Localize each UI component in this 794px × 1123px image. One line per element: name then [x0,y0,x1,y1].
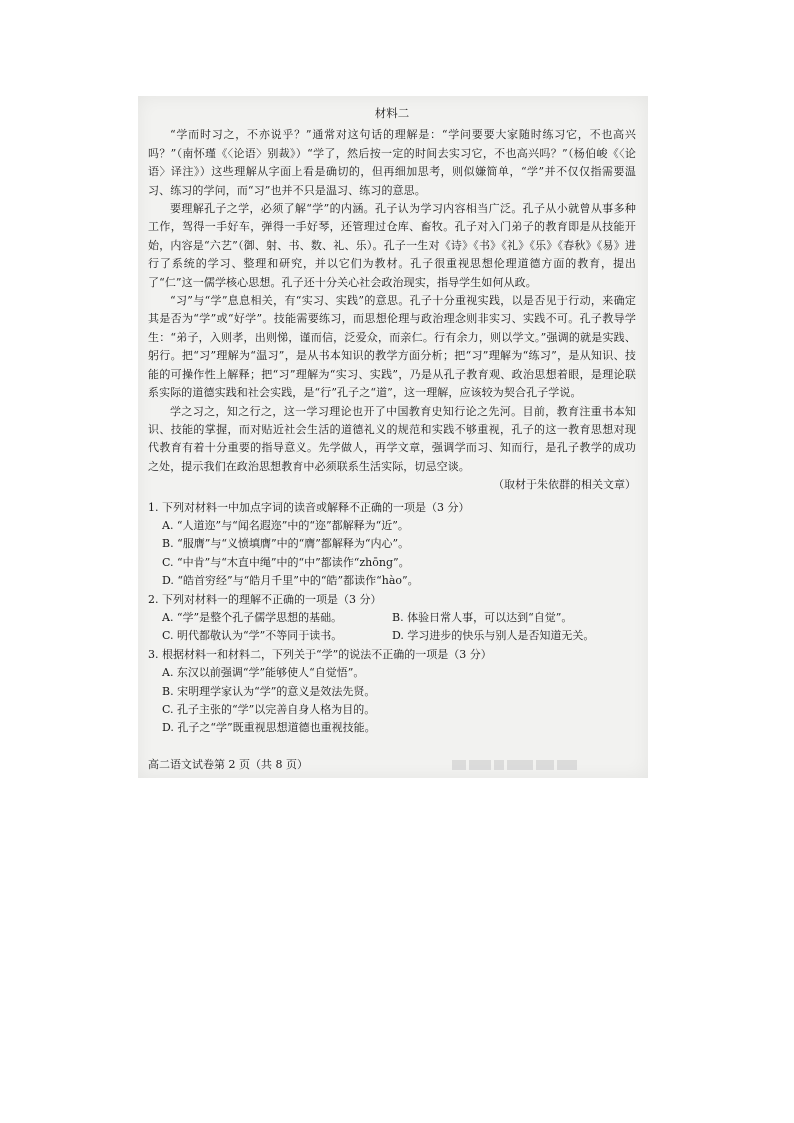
question-2 [148,591,636,646]
question-stem: 1. 下列对材料一中加点字词的读音或解释不正确的一项是（3 分） [148,500,470,514]
option-b: B. 宋明理学家认为“学”的意义是效法先贤。 [162,684,376,698]
option-d: D. “皓首穷经”与“皓月千里”中的“皓”都读作“hào”。 [162,574,419,588]
exam-page-content [148,104,636,738]
option-a: A. 东汉以前强调“学”能够使人“自觉悟”。 [162,666,365,680]
question-stem: 2. 下列对材料一的理解不正确的一项是（3 分） [148,592,382,606]
question-3 [148,646,636,738]
option-d: D. 孔子之“学”既重视思想道德也重视技能。 [162,721,376,735]
paragraph-2: 要理解孔子之学，必须了解“学”的内涵。孔子认为学习内容相当广泛。孔子从小就曾从事多种工作，驾得一手好车，弹得一手好琴，还管理过仓库、畜牧。孔子对入门弟子的教育即是从技能开始，内容是“六艺”（御、射、书、数、礼、乐）。孔子一生对《诗》《书》《礼》《乐》《春秋》《易》进行了系统的学习、整理和研究，并以它们为教材。孔子很重视思想伦理道德方面的教育，提出了“仁”这一儒学核心思想。孔子还十分关心社会政治现实，指导学生如何从政。 [148,202,636,289]
option-b: B. 体验日常人事，可以达到“自觉”。 [392,610,573,624]
blurred-watermark [452,760,582,772]
page-footer: 高二语文试卷第 2 页（共 8 页） [148,758,308,771]
option-d: D. 学习进步的快乐与别人是否知道无关。 [392,629,595,643]
source-citation: （取材于朱依群的相关文章） [493,478,636,492]
option-row [162,609,636,627]
option-a: A. “人道迩”与“闻名遐迩”中的“迩”都解释为“近”。 [162,518,409,532]
question-stem: 3. 根据材料一和材料二，下列关于“学”的说法不正确的一项是（3 分） [148,647,492,661]
option-c: C. 孔子主张的“学”以完善自身人格为目的。 [162,703,376,716]
paragraph-1: “学而时习之，不亦说乎？”通常对这句话的理解是：“学问要要大家随时练习它，不也高兴吗？”（南怀瑾《〈论语〉别裁》）“学了，然后按一定的时间去实习它，不也高兴吗？”（杨伯峻《〈论语〉译注》）这些理解从字面上看是确切的，但再细加思考，则似嫌简单，“学”并不仅仅指需要温习、练习的学问，而“习”也并不只是温习、练习的意思。 [148,128,636,197]
option-b: B. “服膺”与“义愤填膺”中的“膺”都解释为“内心”。 [162,537,410,551]
option-c: C. 明代都敬认为“学”不等同于读书。 [162,629,343,643]
material-title: 材料二 [374,106,410,120]
paragraph-4: 学之习之，知之行之，这一学习理论也开了中国教育史知行论之先河。目前，教育注重书本知识、技能的掌握，而对贴近社会生活的道德礼义的规范和实践不够重视，孔子的这一教育思想对现代教育有着十分重要的指导意义。先学做人，再学文章，强调学而习、知而行，是孔子教学的成功之处，提示我们在政治思想教育中必须联系生活实际，切忌空谈。 [148,404,636,473]
option-row [162,627,636,645]
question-1 [148,499,636,591]
option-a: A. “学”是整个孔子儒学思想的基础。 [162,610,343,624]
option-c: C. “中肯”与“木直中绳”中的“中”都读作“zhōng”。 [162,555,410,569]
paragraph-3: “习”与“学”息息相关，有“实习、实践”的意思。孔子十分重视实践，以是否见于行动，来确定其是否为“学”或“好学”。技能需要练习，而思想伦理与政治理念则非实习、实践不可。孔子教导学生：“弟子，入则孝，出则悌，谨而信，泛爱众，而亲仁。行有余力，则以学文。”强调的就是实践、躬行。把“习”理解为“温习”，是从书本知识的教学方面分析；把“习”理解为“练习”，是从知识、技能的可操作性上解释；把“习”理解为“实习、实践”，乃是从孔子教育观、政治思想着眼，是理论联系实际的道德实践和社会实践，是“行”孔子之“道”，这一理解，应该较为契合孔子学说。 [148,294,636,400]
